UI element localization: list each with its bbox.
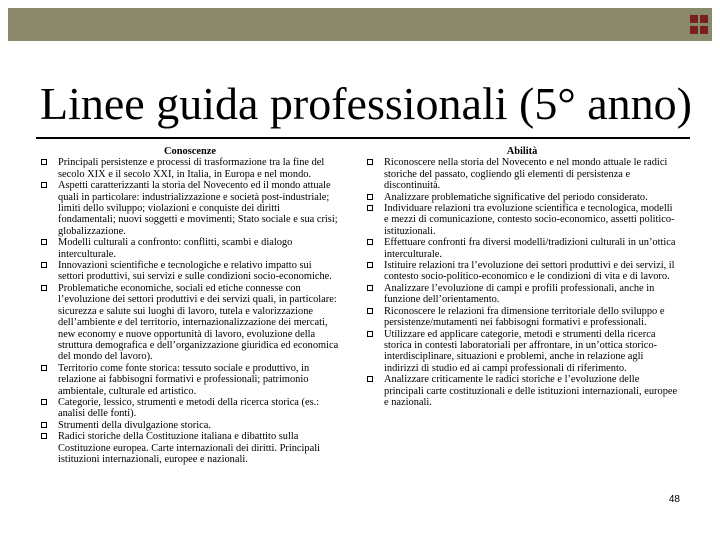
square-bullet-icon (41, 159, 47, 165)
list-item (366, 329, 678, 375)
list-item-text: Strumenti della divulgazione storica. (58, 419, 211, 431)
list-item-text: Modelli culturali a confronto: conflitti, scambi e dialogo interculturale. (58, 237, 293, 260)
abilita-column (366, 146, 678, 408)
header-bar (8, 8, 712, 41)
square-bullet-icon (367, 159, 373, 165)
decor-square (690, 15, 698, 23)
list-item (366, 260, 678, 283)
list-item-text: Analizzare criticamente le radici storiche e l’evoluzione delle principali carte costituzionali e delle istituzioni internazionali, europee e nazionali. (384, 374, 678, 408)
slide-title: Linee guida professionali (5° anno) (40, 78, 692, 129)
list-item-text: Riconoscere le relazioni fra dimensione territoriale dello sviluppo e persistenze/mutamenti nei fabbisogni formativi e professionali. (384, 305, 665, 329)
list-item-text: Radici storiche della Costituzione italiana e dibattito sulla Costituzione europea. Carte internazionali dei diritti. Principali istituzioni internazionali, europee e nazionali. (58, 431, 320, 465)
title-rule (36, 137, 690, 139)
list-item (40, 157, 340, 180)
decor-square (700, 15, 708, 23)
list-item (366, 283, 678, 306)
page-number: 48 (668, 494, 680, 505)
square-bullet-icon (367, 239, 373, 245)
square-bullet-icon (367, 285, 373, 291)
conoscenze-list (40, 157, 340, 465)
list-item (40, 237, 340, 260)
list-item (366, 306, 678, 329)
square-bullet-icon (367, 205, 373, 211)
square-bullet-icon (367, 262, 373, 268)
list-item-text: Effettuare confronti fra diversi modelli/tradizioni culturali in un’ottica interculturale. (384, 237, 676, 260)
list-item-text: Aspetti caratterizzanti la storia del Novecento ed il mondo attuale quali in particolare: industrializzazione e società post-industriale; limiti dello sviluppo; violazioni e conquiste dei diritti fondamentali; nuovi soggetti e movimenti; Stato sociale e sua crisi; globalizzazione. (58, 180, 338, 237)
list-item-text: Innovazioni scientifiche e tecnologiche e relativo impatto sui settori produttivi, sui servizi e sulle condizioni socio-economiche. (58, 260, 332, 283)
list-item (366, 237, 678, 260)
list-item-text: Istituire relazioni tra l’evoluzione dei settori produttivi e dei servizi, il contesto socio-politico-economico e le condizioni di vita e di lavoro. (384, 260, 675, 283)
decor-square (690, 26, 698, 34)
list-item-text: Categorie, lessico, strumenti e metodi della ricerca storica (es.: analisi delle fonti). (58, 396, 320, 420)
decor-square (700, 26, 708, 34)
square-bullet-icon (41, 365, 47, 371)
list-item (40, 260, 340, 283)
list-item-text: Riconoscere nella storia del Novecento e nel mondo attuale le radici storiche del passato, cogliendo gli elementi di persistenza e discontinuità. (384, 157, 668, 192)
square-bullet-icon (41, 262, 47, 268)
abilita-heading: Abilità (506, 146, 538, 157)
list-item (366, 157, 678, 191)
conoscenze-column (40, 146, 340, 465)
list-item-text: Principali persistenze e processi di trasformazione tra la fine del secolo XIX e il secolo XXI, in Italia, in Europa e nel mondo. (58, 157, 325, 180)
square-bullet-icon (367, 376, 373, 382)
list-item (40, 363, 340, 397)
list-item (40, 397, 340, 420)
square-bullet-icon (367, 308, 373, 314)
list-item-text: Individuare relazioni tra evoluzione scientifica e tecnologica, modelli e mezzi di comunicazione, contesto socio-economico, assetti politico-istituzionali. (384, 203, 675, 237)
list-item (366, 203, 678, 237)
list-item-text: Analizzare problematiche significative del periodo considerato. (384, 191, 648, 203)
abilita-list (366, 157, 678, 408)
square-bullet-icon (41, 239, 47, 245)
square-bullet-icon (41, 399, 47, 405)
list-item (40, 420, 340, 431)
square-bullet-icon (41, 433, 47, 439)
list-item-text: Utilizzare ed applicare categorie, metodi e strumenti della ricerca storica in contesti laboratoriali per affrontare, in un’ottica storico-interdisciplinare, situazioni e problemi, anche in relazione agli indirizzi di studio ed ai campi professionali di riferimento. (384, 328, 658, 374)
list-item-text: Problematiche economiche, sociali ed etiche connesse con l’evoluzione dei settori produttivi e dei servizi quali, in particolare: sicurezza e salute sui luoghi di lavoro, tutela e valorizzazione dell’ambiente e del territorio, internazionalizzazione dei mercati, new economy e nuove opportunità di lavoro, evoluzione della struttura demografica e dell’organizzazione giuridica ed economica del mondo del lavoro). (58, 282, 339, 363)
list-item (40, 431, 340, 465)
list-item-text: Territorio come fonte storica: tessuto sociale e produttivo, in relazione ai fabbisogni formativi e professionali; patrimonio ambientale, culturale ed artistico. (58, 362, 310, 397)
square-bullet-icon (41, 182, 47, 188)
square-bullet-icon (367, 194, 373, 200)
square-bullet-icon (367, 331, 373, 337)
square-bullet-icon (41, 285, 47, 291)
list-item (366, 374, 678, 408)
list-item (366, 192, 678, 203)
list-item (40, 180, 340, 237)
conoscenze-heading: Conoscenze (164, 146, 216, 157)
list-item-text: Analizzare l’evoluzione di campi e profili professionali, anche in funzione dell’orientamento. (384, 282, 655, 306)
square-bullet-icon (41, 422, 47, 428)
list-item (40, 283, 340, 363)
